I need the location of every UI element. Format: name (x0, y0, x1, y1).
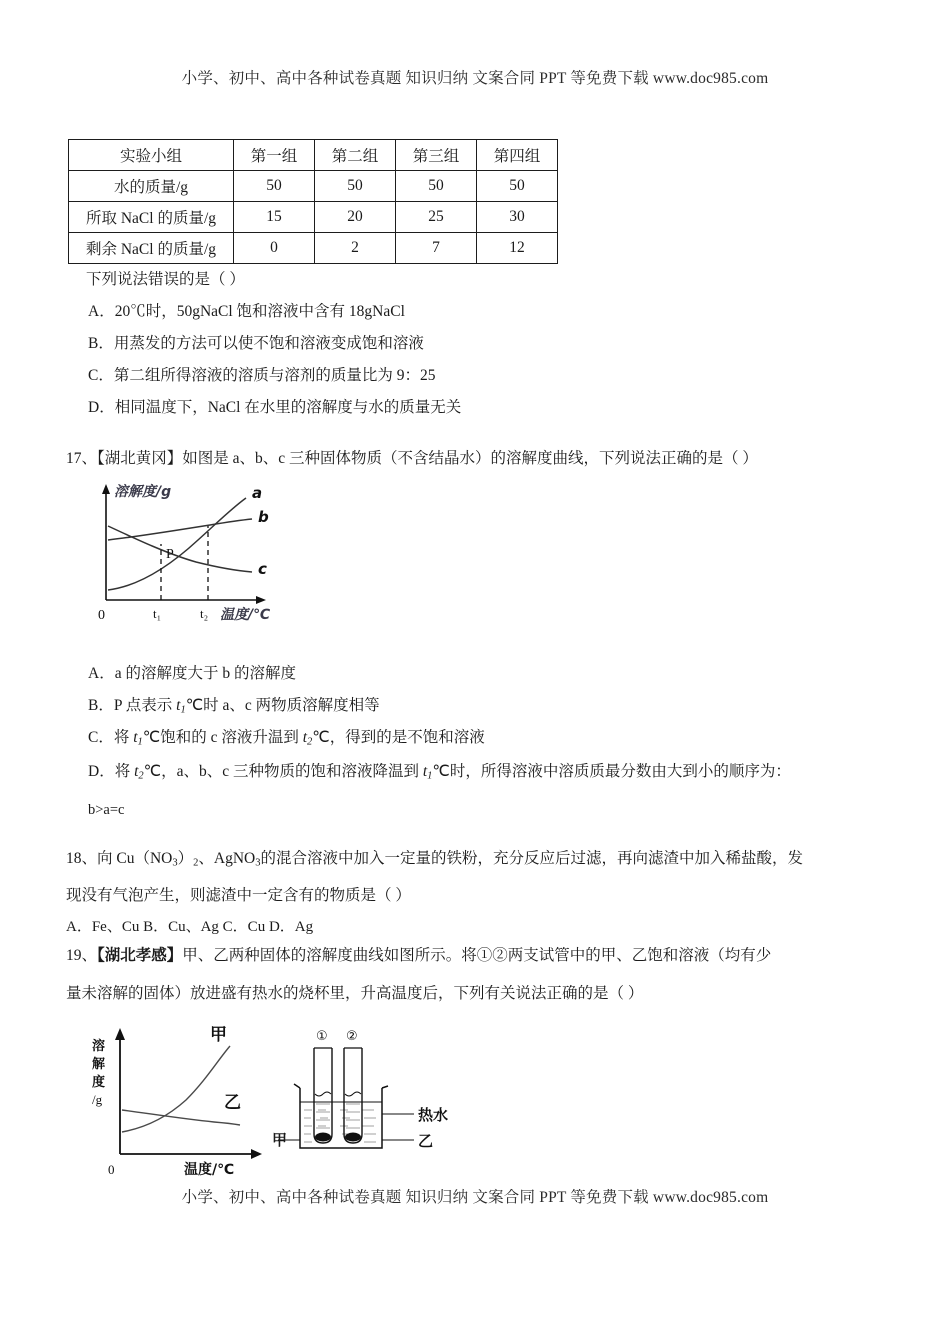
curve-label-jia: 甲 (210, 1025, 227, 1045)
q18-stem-pre: 向 Cu（NO (97, 850, 173, 867)
y-axis-label-unit: /g (92, 1092, 103, 1107)
q18-stem-line1 (66, 847, 803, 871)
tube-label-1: ① (316, 1029, 328, 1044)
option-c-t2: $t_2$ (302, 729, 313, 748)
footer-watermark: 小学、初中、高中各种试卷真题 知识归纳 文案合同 PPT 等免费下载 www.doc985.com (181, 1189, 769, 1206)
tube-2-liquid (346, 1104, 360, 1128)
curve-label-a: a (252, 484, 263, 502)
callout-label-hot-water: 热水 (418, 1106, 449, 1124)
q17-option-a: A．a 的溶解度大于 b 的溶解度 (88, 665, 296, 682)
row-label: 所取 NaCl 的质量/g (69, 202, 234, 233)
option-d-t1: $t_1$ (422, 763, 433, 782)
q17-option-d-tail: b>a=c (88, 802, 125, 818)
q17-stem-text: 如图是 a、b、c 三种固体物质（不含结晶水）的溶解度曲线，下列说法正确的是（ ） (182, 450, 758, 467)
curve-b (108, 519, 252, 540)
table-cell: 25 (396, 202, 477, 233)
table-cell: 第四组 (477, 140, 558, 171)
option-c-middle: ℃饱和的 c 溶液升温到 (142, 729, 303, 746)
option-d-t2: $t_2$ (134, 763, 144, 782)
curve-label-b: b (258, 508, 269, 526)
option-b-prefix: B．P 点表示 (88, 697, 177, 714)
figure-solubility-abc (80, 478, 285, 623)
q16-option-d: D．相同温度下，NaCl 在水里的溶解度与水的质量无关 (88, 399, 462, 416)
table-cell: 第三组 (396, 140, 477, 171)
table-cell: 2 (315, 233, 396, 264)
q18-options: A．Fe、Cu B．Cu、Ag C．Cu D．Ag (66, 919, 314, 935)
q16-option-c: C．第二组所得溶液的溶质与溶剂的质量比为 9：25 (88, 367, 436, 384)
table-cell: 50 (234, 171, 315, 202)
table-cell: 50 (396, 171, 477, 202)
tube-2-undissolved-solid (345, 1133, 361, 1142)
q17-number: 17、 (66, 450, 98, 467)
x-axis-label: 温度/℃ (184, 1162, 235, 1178)
beaker-apparatus-svg (278, 1022, 488, 1182)
table-cell: 50 (315, 171, 396, 202)
table-row (69, 233, 558, 264)
header-watermark: 小学、初中、高中各种试卷真题 知识归纳 文案合同 PPT 等免费下载 www.doc985.com (181, 70, 769, 87)
q16-option-a: A．20℃时，50gNaCl 饱和溶液中含有 18gNaCl (88, 303, 405, 320)
table-cell: 第一组 (234, 140, 315, 171)
table-cell: 15 (234, 202, 315, 233)
option-c-suffix: ℃，得到的是不饱和溶液 (312, 729, 485, 746)
option-d-middle: ℃，a、b、c 三种物质的饱和溶液降温到 (143, 763, 423, 780)
y-axis-label-char1: 溶 (92, 1039, 106, 1054)
table-row (69, 202, 558, 233)
solubility-abc-svg (80, 478, 285, 623)
curve-label-c: c (258, 560, 267, 578)
q19-stem-line1 (66, 944, 771, 967)
q18-stem-mid2: 、AgNO (198, 850, 256, 867)
y-axis-label: 溶解度/g (114, 484, 172, 500)
point-p-label: P (166, 547, 174, 562)
q18-stem-mid: ） (177, 850, 194, 867)
tube-1-undissolved-solid (315, 1133, 331, 1142)
q17-option-b (88, 694, 380, 718)
table-row (69, 140, 558, 171)
q19-stem-text: 甲、乙两种固体的溶解度曲线如图所示。将①②两支试管中的甲、乙饱和溶液（均有少 (182, 947, 772, 964)
solubility-jiayi-svg (74, 1022, 274, 1182)
y-axis-arrow (102, 484, 110, 494)
row-label: 剩余 NaCl 的质量/g (69, 233, 234, 264)
tube-1-liquid (316, 1104, 330, 1128)
q18-sub-no3: 3 (172, 857, 178, 869)
curve-a (108, 498, 246, 590)
row-label: 水的质量/g (69, 171, 234, 202)
table-cell: 20 (315, 202, 396, 233)
experiment-table-wrapper (68, 139, 558, 264)
figure-solubility-jia-yi (74, 1022, 274, 1182)
q19-stem-line2: 量未溶解的固体）放进盛有热水的烧杯里，升高温度后，下列有关说法正确的是（ ） (66, 985, 644, 1002)
x-axis-arrow (256, 596, 266, 604)
y-axis-label-char2: 解 (92, 1057, 106, 1072)
tube-1-meniscus (315, 1092, 331, 1096)
curve-yi (122, 1110, 240, 1125)
y-axis-arrow (115, 1028, 125, 1040)
table-row (69, 171, 558, 202)
q17-region-tag: 【湖北黄冈】 (97, 450, 183, 467)
option-b-t1: $t_1$ (176, 697, 186, 716)
y-axis-label-char3: 度 (92, 1075, 106, 1090)
xtick-t1: t₁ (153, 606, 162, 621)
q17-stem-line (66, 447, 758, 470)
option-b-suffix: ℃时 a、c 两物质溶解度相等 (185, 697, 380, 714)
x-axis-arrow (251, 1149, 262, 1159)
curve-label-yi: 乙 (224, 1093, 241, 1113)
q18-sub-2: 2 (193, 857, 199, 869)
q16-stem: 下列说法错误的是（ ） (86, 271, 245, 288)
q18-number: 18、 (66, 850, 98, 867)
q16-option-b: B．用蒸发的方法可以使不饱和溶液变成饱和溶液 (88, 335, 424, 352)
option-d-suffix: ℃时，所得溶液中溶质质最分数由大到小的顺序为： (432, 763, 791, 780)
figure-beaker-apparatus (278, 1022, 488, 1182)
apparatus-label-jia: 甲 (272, 1131, 288, 1149)
q17-option-c (88, 726, 485, 750)
x-axis-label: 温度/℃ (220, 607, 271, 623)
table-cell: 7 (396, 233, 477, 264)
q19-region-tag: 【湖北孝感】 (97, 947, 183, 964)
xtick-t2: t₂ (200, 606, 209, 621)
q19-number: 19、 (66, 947, 98, 964)
option-c-t1: $t_1$ (133, 729, 143, 748)
origin-label: 0 (108, 1162, 115, 1177)
q17-option-d (88, 760, 791, 784)
tube-label-2: ② (346, 1029, 358, 1044)
table-cell: 第二组 (315, 140, 396, 171)
origin-label: 0 (98, 608, 105, 623)
row-label: 实验小组 (69, 140, 234, 171)
q18-stem-post: 的混合溶液中加入一定量的铁粉，充分反应后过滤，再向滤渣中加入稀盐酸，发 (260, 850, 804, 867)
callout-label-yi: 乙 (418, 1132, 434, 1150)
q18-stem-line2: 现没有气泡产生，则滤渣中一定含有的物质是（ ） (66, 887, 411, 904)
beaker-rim (294, 1084, 388, 1088)
option-d-prefix: D．将 (88, 763, 135, 780)
option-c-prefix: C．将 (88, 729, 134, 746)
curve-jia (122, 1046, 230, 1132)
table-cell: 12 (477, 233, 558, 264)
q18-sub-agno3: 3 (255, 857, 261, 869)
experiment-table (68, 139, 558, 264)
table-cell: 0 (234, 233, 315, 264)
curve-c (108, 526, 252, 572)
table-cell: 50 (477, 171, 558, 202)
table-cell: 30 (477, 202, 558, 233)
tube-2-meniscus (345, 1092, 361, 1096)
